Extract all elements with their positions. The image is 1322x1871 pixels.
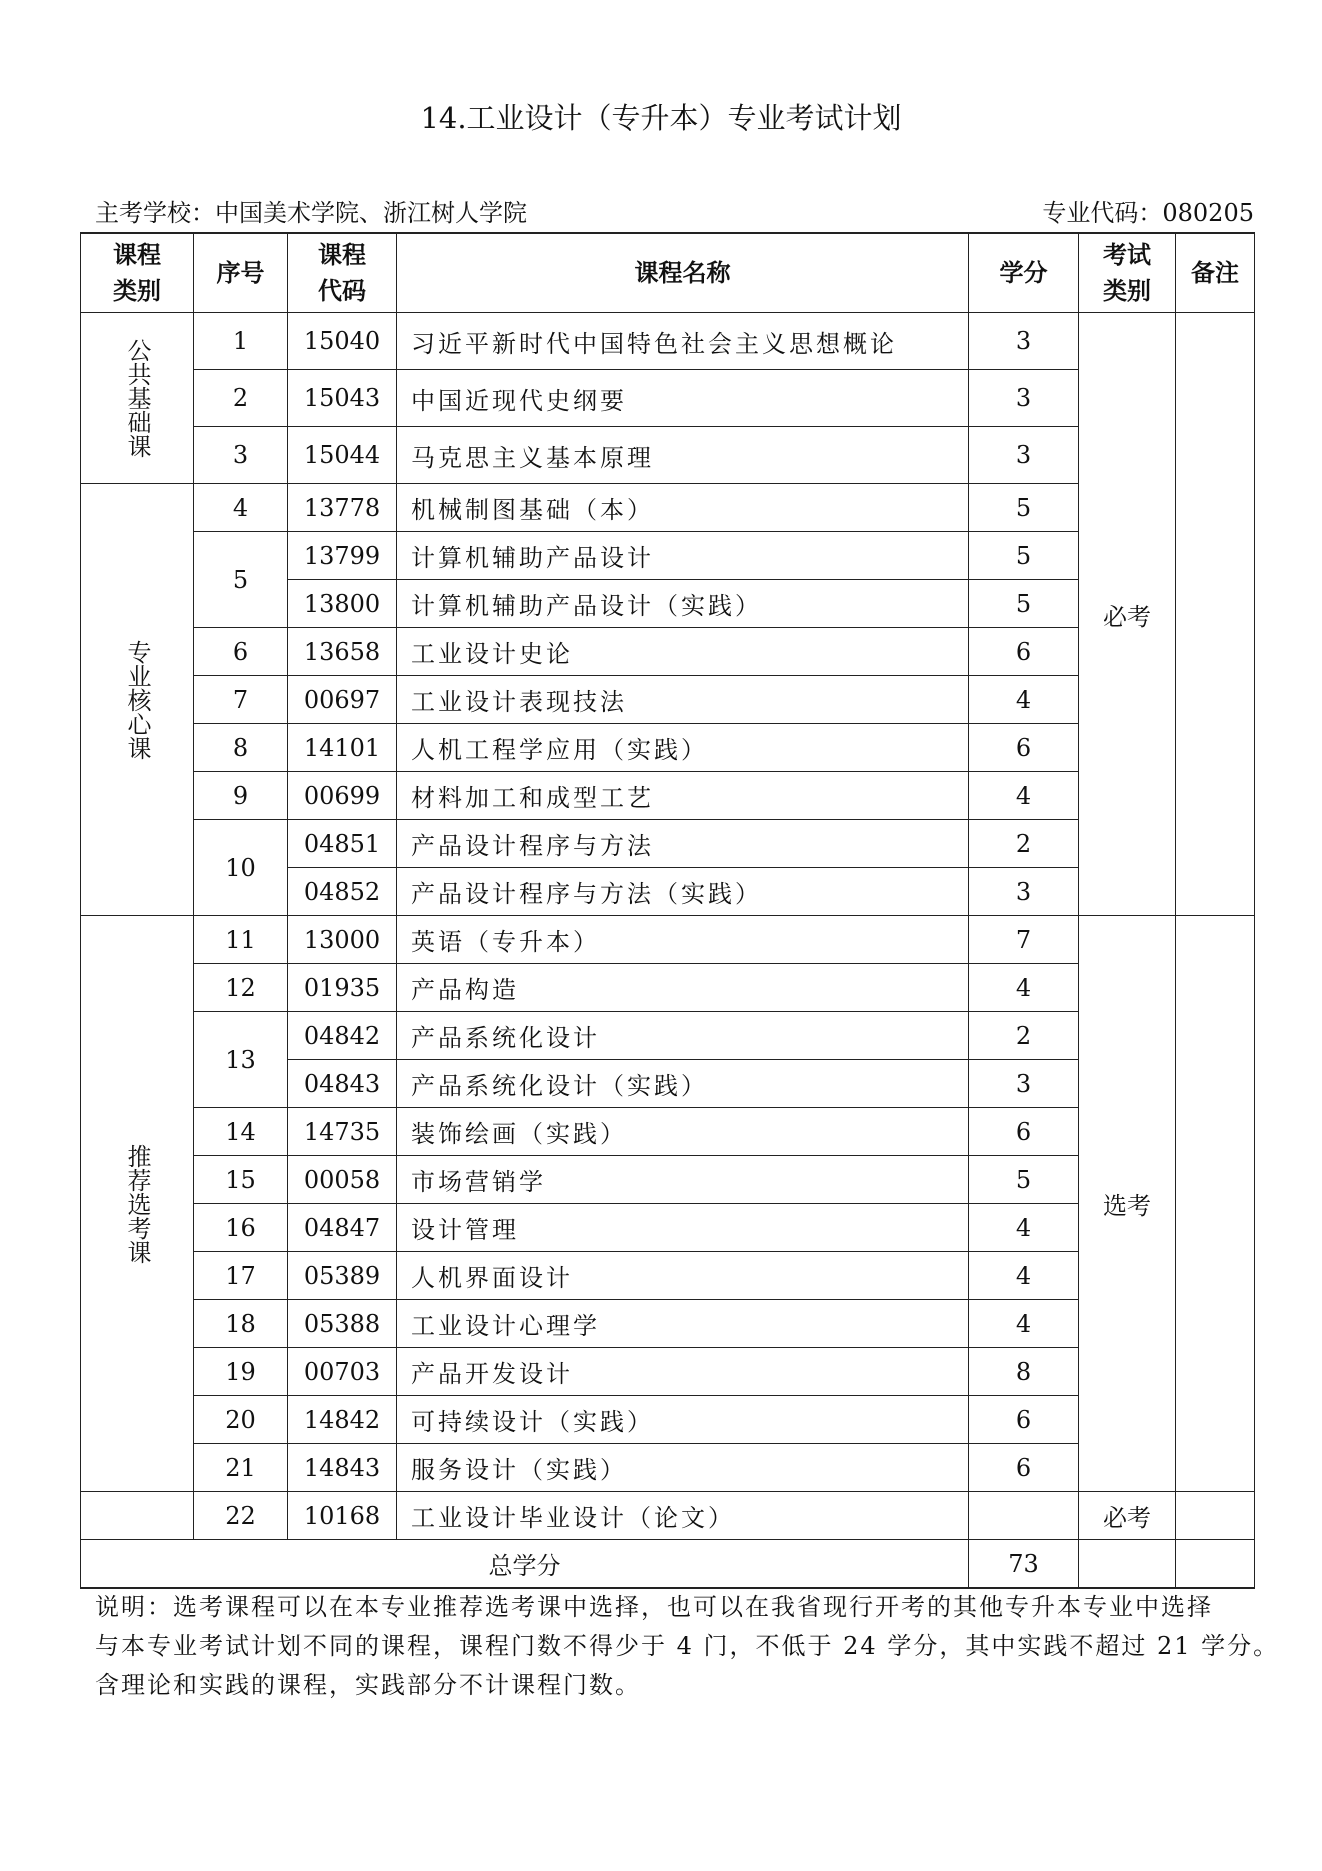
course-name: 市场营销学 — [397, 1156, 969, 1204]
table-row — [81, 1252, 1255, 1300]
course-code: 13800 — [288, 580, 397, 628]
course-code: 15044 — [288, 427, 397, 484]
course-name: 产品设计程序与方法（实践） — [397, 868, 969, 916]
course-name: 人机界面设计 — [397, 1252, 969, 1300]
credit: 3 — [969, 313, 1079, 370]
note-line: 与本专业考试计划不同的课程，课程门数不得少于 4 门，不低于 24 学分，其中实践不超过 21 学分。 — [95, 1632, 1280, 1660]
seq-cell: 15 — [194, 1156, 288, 1204]
credit: 4 — [969, 772, 1079, 820]
seq-cell: 5 — [194, 532, 288, 628]
credit: 6 — [969, 1396, 1079, 1444]
course-name: 材料加工和成型工艺 — [397, 772, 969, 820]
table-row — [81, 427, 1255, 484]
course-code: 05389 — [288, 1252, 397, 1300]
credit: 8 — [969, 1348, 1079, 1396]
header-exam-type — [1079, 233, 1176, 313]
note-line: 说明：选考课程可以在本专业推荐选考课中选择，也可以在我省现行开考的其他专升本专业中选择 — [95, 1593, 1213, 1621]
remark — [1176, 1492, 1255, 1540]
seq-cell: 16 — [194, 1204, 288, 1252]
table-row — [81, 676, 1255, 724]
seq-cell: 22 — [194, 1492, 288, 1540]
credit: 4 — [969, 964, 1079, 1012]
table-row — [81, 484, 1255, 532]
course-name: 工业设计史论 — [397, 628, 969, 676]
seq-cell: 4 — [194, 484, 288, 532]
table-row — [81, 313, 1255, 370]
course-code: 13000 — [288, 916, 397, 964]
course-name: 马克思主义基本原理 — [397, 427, 969, 484]
table-row — [81, 1396, 1255, 1444]
course-name: 产品开发设计 — [397, 1348, 969, 1396]
credit: 4 — [969, 1252, 1079, 1300]
course-code: 14735 — [288, 1108, 397, 1156]
seq-cell: 18 — [194, 1300, 288, 1348]
table-row — [81, 964, 1255, 1012]
course-category: 专业核心课 — [123, 639, 151, 760]
total-label: 总学分 — [81, 1540, 969, 1589]
credit: 5 — [969, 484, 1079, 532]
course-name: 产品构造 — [397, 964, 969, 1012]
table-row — [81, 916, 1255, 964]
seq-cell: 12 — [194, 964, 288, 1012]
course-category-cell — [81, 313, 194, 484]
course-code: 00699 — [288, 772, 397, 820]
course-category: 推荐选考课 — [123, 1143, 151, 1264]
course-code: 04842 — [288, 1012, 397, 1060]
course-name: 计算机辅助产品设计（实践） — [397, 580, 969, 628]
credit: 4 — [969, 1204, 1079, 1252]
credit: 5 — [969, 580, 1079, 628]
total-remark — [1176, 1540, 1255, 1589]
table-row — [81, 772, 1255, 820]
course-name: 工业设计心理学 — [397, 1300, 969, 1348]
table-row — [81, 1156, 1255, 1204]
table-row — [81, 370, 1255, 427]
course-name: 中国近现代史纲要 — [397, 370, 969, 427]
course-name: 英语（专升本） — [397, 916, 969, 964]
course-code: 15040 — [288, 313, 397, 370]
course-code: 14842 — [288, 1396, 397, 1444]
course-category-cell — [81, 916, 194, 1492]
exam-plan-table — [80, 232, 1255, 1589]
course-code: 13658 — [288, 628, 397, 676]
seq-cell: 17 — [194, 1252, 288, 1300]
course-code: 13799 — [288, 532, 397, 580]
course-name: 习近平新时代中国特色社会主义思想概论 — [397, 313, 969, 370]
header-code-label: 课程代码 — [318, 240, 366, 305]
total-exam-type — [1079, 1540, 1176, 1589]
course-category: 公共基础课 — [123, 338, 151, 458]
note-line: 含理论和实践的课程，实践部分不计课程门数。 — [95, 1671, 641, 1699]
seq-cell: 7 — [194, 676, 288, 724]
header-seq: 序号 — [194, 233, 288, 313]
credit: 5 — [969, 532, 1079, 580]
seq-cell: 14 — [194, 1108, 288, 1156]
exam-type: 必考 — [1079, 1492, 1176, 1540]
table-row — [81, 1348, 1255, 1396]
course-name: 计算机辅助产品设计 — [397, 532, 969, 580]
course-code: 04851 — [288, 820, 397, 868]
table-row — [81, 628, 1255, 676]
course-code: 14843 — [288, 1444, 397, 1492]
course-name: 工业设计毕业设计（论文） — [397, 1492, 969, 1540]
seq-cell: 10 — [194, 820, 288, 916]
credit: 7 — [969, 916, 1079, 964]
exam-type: 选考 — [1079, 916, 1176, 1492]
course-code: 00697 — [288, 676, 397, 724]
table-row — [81, 1012, 1255, 1060]
table-row — [81, 1204, 1255, 1252]
table-row — [81, 724, 1255, 772]
header-code — [288, 233, 397, 313]
credit: 4 — [969, 676, 1079, 724]
credit — [969, 1492, 1079, 1540]
seq-cell: 6 — [194, 628, 288, 676]
credit: 3 — [969, 370, 1079, 427]
header-category — [81, 233, 194, 313]
course-name: 产品设计程序与方法 — [397, 820, 969, 868]
credit: 6 — [969, 724, 1079, 772]
total-credit: 73 — [969, 1540, 1079, 1589]
seq-cell: 3 — [194, 427, 288, 484]
credit: 6 — [969, 1444, 1079, 1492]
credit: 6 — [969, 1108, 1079, 1156]
table-row — [81, 1444, 1255, 1492]
table-body — [81, 313, 1255, 1589]
major-code: 专业代码：080205 — [1042, 199, 1254, 227]
course-code: 13778 — [288, 484, 397, 532]
seq-cell: 21 — [194, 1444, 288, 1492]
credit: 3 — [969, 427, 1079, 484]
course-name: 装饰绘画（实践） — [397, 1108, 969, 1156]
credit: 3 — [969, 868, 1079, 916]
credit: 5 — [969, 1156, 1079, 1204]
total-row — [81, 1540, 1255, 1589]
exam-type: 必考 — [1079, 313, 1176, 916]
course-name: 工业设计表现技法 — [397, 676, 969, 724]
seq-cell: 13 — [194, 1012, 288, 1108]
course-code: 04847 — [288, 1204, 397, 1252]
remark — [1176, 313, 1255, 916]
course-name: 产品系统化设计 — [397, 1012, 969, 1060]
seq-cell: 9 — [194, 772, 288, 820]
credit: 2 — [969, 820, 1079, 868]
header-credit: 学分 — [969, 233, 1079, 313]
seq-cell: 1 — [194, 313, 288, 370]
course-code: 14101 — [288, 724, 397, 772]
course-category-cell — [81, 484, 194, 916]
page-title: 14.工业设计（专升本）专业考试计划 — [420, 101, 902, 135]
table-header-row — [81, 233, 1255, 313]
seq-cell: 2 — [194, 370, 288, 427]
remark — [1176, 916, 1255, 1492]
course-name: 可持续设计（实践） — [397, 1396, 969, 1444]
table-row — [81, 1492, 1255, 1540]
course-code: 05388 — [288, 1300, 397, 1348]
course-code: 10168 — [288, 1492, 397, 1540]
course-name: 人机工程学应用（实践） — [397, 724, 969, 772]
course-category-cell — [81, 1492, 194, 1540]
credit: 6 — [969, 628, 1079, 676]
notes — [95, 1588, 1280, 1705]
course-name: 服务设计（实践） — [397, 1444, 969, 1492]
credit: 4 — [969, 1300, 1079, 1348]
header-remark: 备注 — [1176, 233, 1255, 313]
seq-cell: 20 — [194, 1396, 288, 1444]
header-category-label: 课程类别 — [113, 240, 161, 305]
seq-cell: 19 — [194, 1348, 288, 1396]
course-code: 00058 — [288, 1156, 397, 1204]
credit: 3 — [969, 1060, 1079, 1108]
table-row — [81, 532, 1255, 580]
table-row — [81, 1108, 1255, 1156]
header-name: 课程名称 — [397, 233, 969, 313]
course-code: 00703 — [288, 1348, 397, 1396]
seq-cell: 8 — [194, 724, 288, 772]
course-code: 15043 — [288, 370, 397, 427]
host-school: 主考学校：中国美术学院、浙江树人学院 — [95, 199, 527, 227]
course-name: 产品系统化设计（实践） — [397, 1060, 969, 1108]
course-code: 04852 — [288, 868, 397, 916]
seq-cell: 11 — [194, 916, 288, 964]
header-exam-type-label: 考试类别 — [1103, 240, 1151, 305]
course-code: 04843 — [288, 1060, 397, 1108]
table-row — [81, 1300, 1255, 1348]
credit: 2 — [969, 1012, 1079, 1060]
course-name: 设计管理 — [397, 1204, 969, 1252]
course-name: 机械制图基础（本） — [397, 484, 969, 532]
course-code: 01935 — [288, 964, 397, 1012]
table-row — [81, 820, 1255, 868]
